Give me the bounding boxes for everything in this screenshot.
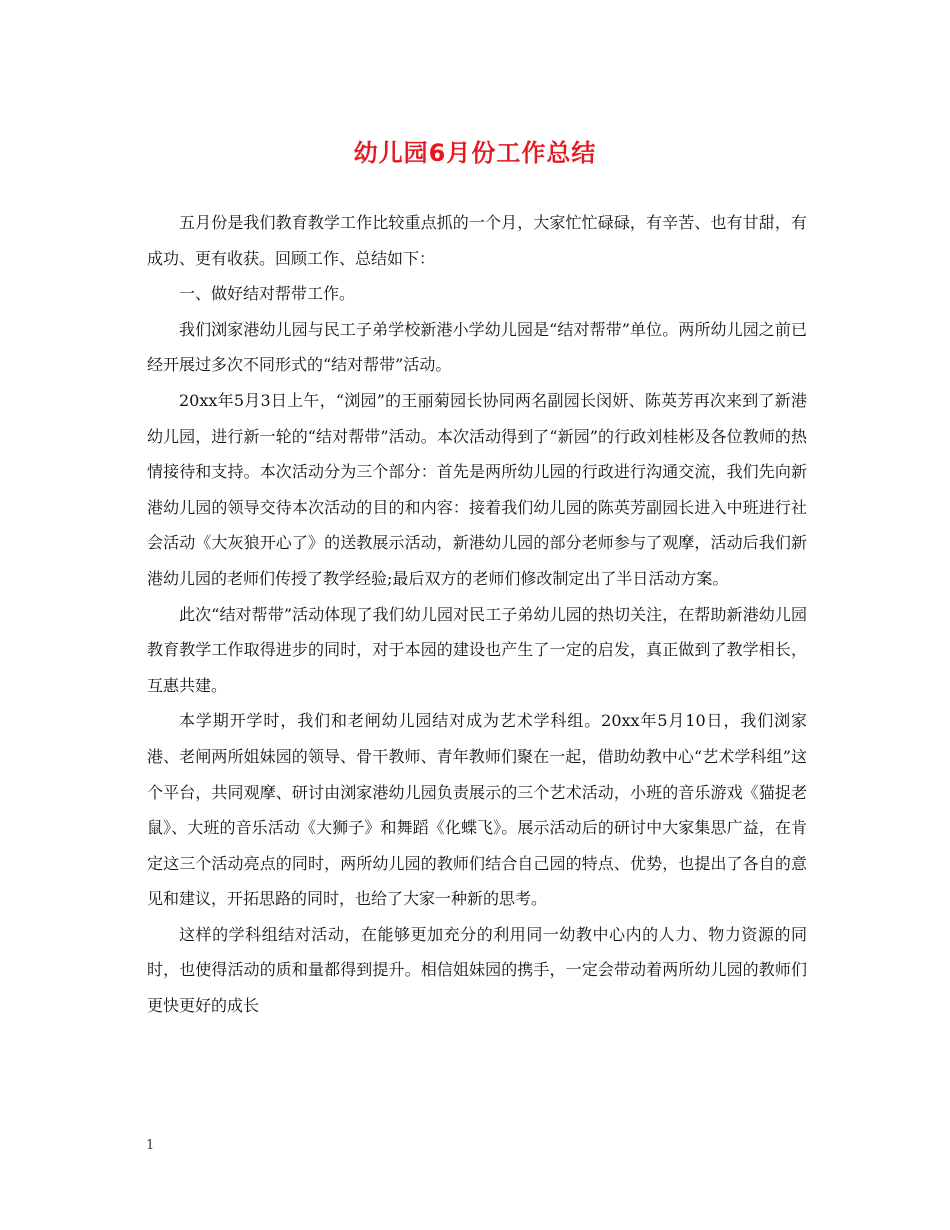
page-title: 幼儿园6月份工作总结 xyxy=(353,139,597,167)
paragraph-intro: 五月份是我们教育教学工作比较重点抓的一个月，大家忙忙碌碌，有辛苦、也有甘甜，有成功、更有收获。回顾工作、总结如下： xyxy=(147,213,807,268)
paragraph-conclusion: 这样的学科组结对活动，在能够更加充分的利用同一幼教中心内的人力、物力资源的同时，也使得活动的质和量都得到提升。相信姐妹园的携手，一定会带动着两所幼儿园的教师们更快更好的成长 xyxy=(147,924,807,1016)
page-number: 1 xyxy=(146,1138,155,1153)
paragraph-pairing-effect: 此次“结对帮带”活动体现了我们幼儿园对民工子弟幼儿园的热切关注，在帮助新港幼儿园教育教学工作取得进步的同时，对于本园的建设也产生了一定的启发，真正做到了教学相长，互惠共建。 xyxy=(147,604,807,695)
paragraph-art-group: 本学期开学时，我们和老闸幼儿园结对成为艺术学科组。20xx年5月10日，我们浏家港、老闸两所姐妹园的领导、骨干教师、青年教师们聚在一起，借助幼教中心“艺术学科组”这个平台，共同观摩、研讨由浏家港幼儿园负责展示的三个艺术活动，小班的音乐游戏《猫捉老鼠》、大班的音乐活动《大狮子》和舞蹈《化蝶飞》。展示活动后的研讨中大家集思广益，在肯定这三个活动亮点的同时，两所幼儿园的教师们结合自己园的特点、优势，也提出了各自的意见和建议，开拓思路的同时，也给了大家一种新的思考。 xyxy=(147,711,807,909)
document-body xyxy=(147,205,807,1024)
section-heading-pairing: 一、做好结对帮带工作。 xyxy=(179,284,356,304)
paragraph-may-3-activity: 20xx年5月3日上午，“浏园”的王丽菊园长协同两名副园长闵妍、陈英芳再次来到了新港幼儿园，进行新一轮的“结对帮带”活动。本次活动得到了“新园”的行政刘桂彬及各位教师的热情接待和支持。本次活动分为三个部分：首先是两所幼儿园的行政进行沟通交流，我们先向新港幼儿园的领导交待本次活动的目的和内容：接着我们幼儿园的陈英芳副园长进入中班进行社会活动《大灰狼开心了》的送教展示活动，新港幼儿园的部分老师参与了观摩，活动后我们新港幼儿园的老师们传授了教学经验;最后双方的老师们修改制定出了半日活动方案。 xyxy=(147,390,807,588)
paragraph-pairing-units: 我们浏家港幼儿园与民工子弟学校新港小学幼儿园是“结对帮带”单位。两所幼儿园之前已经开展过多次不同形式的“结对帮带”活动。 xyxy=(147,319,807,375)
